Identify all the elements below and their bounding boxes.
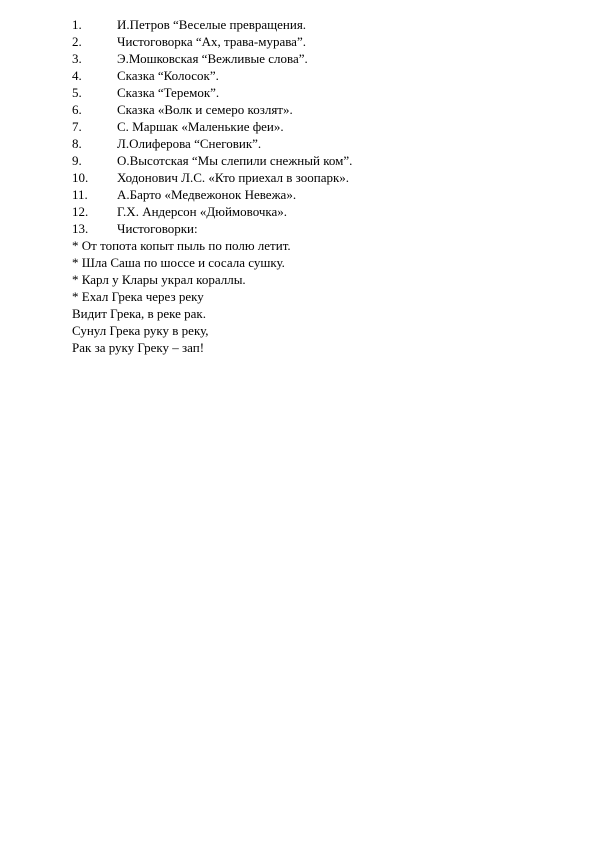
list-item xyxy=(72,84,552,101)
list-item-text: Чистоговорки: xyxy=(117,221,198,236)
list-item xyxy=(72,33,552,50)
list-item-number: 4. xyxy=(72,68,82,83)
list-item xyxy=(72,152,552,169)
list-item-number: 1. xyxy=(72,17,82,32)
list-item-text: Л.Олиферова “Снеговик”. xyxy=(117,136,262,151)
list-item-text: Сказка “Колосок”. xyxy=(117,68,219,83)
tongue-twister-line: * Ехал Грека через реку xyxy=(72,289,204,304)
list-item-text: А.Барто «Медвежонок Невежа». xyxy=(117,187,297,202)
list-item-number: 11. xyxy=(72,187,88,202)
list-item-text: С. Маршак «Маленькие феи». xyxy=(117,119,284,134)
list-item-number: 13. xyxy=(72,221,89,236)
list-item-number: 12. xyxy=(72,204,89,219)
list-item-text: Сказка «Волк и семеро козлят». xyxy=(117,102,293,117)
list-item-text: И.Петров “Веселые превращения. xyxy=(117,17,307,32)
list-item-number: 5. xyxy=(72,85,82,100)
list-item xyxy=(72,50,552,67)
list-item xyxy=(72,118,552,135)
list-item xyxy=(72,67,552,84)
tongue-twister-line: * Карл у Клары украл кораллы. xyxy=(72,272,246,287)
list-item xyxy=(72,135,552,152)
tongue-twister-line: * Шла Саша по шоссе и сосала сушку. xyxy=(72,255,285,270)
list-item-text: О.Высотская “Мы слепили снежный ком”. xyxy=(117,153,353,168)
list-item xyxy=(72,16,552,33)
tongue-twister-line: Видит Грека, в реке рак. xyxy=(72,306,206,321)
list-item-number: 6. xyxy=(72,102,82,117)
list-item-text: Ходонович Л.С. «Кто приехал в зоопарк». xyxy=(117,170,350,185)
list-item-number: 2. xyxy=(72,34,82,49)
list-item xyxy=(72,186,552,203)
tongue-twister-line: Сунул Грека руку в реку, xyxy=(72,323,209,338)
list-item-number: 10. xyxy=(72,170,89,185)
list-item-text: Сказка “Теремок”. xyxy=(117,85,220,100)
list-item-text: Чистоговорка “Ах, трава-мурава”. xyxy=(117,34,306,49)
document-content xyxy=(72,16,552,356)
list-item xyxy=(72,169,552,186)
tongue-twister-line: Рак за руку Греку – зап! xyxy=(72,340,205,355)
list-item-number: 8. xyxy=(72,136,82,151)
list-item xyxy=(72,101,552,118)
list-item-number: 7. xyxy=(72,119,82,134)
list-item-number: 9. xyxy=(72,153,82,168)
list-item xyxy=(72,203,552,220)
list-item-text: Э.Мошковская “Вежливые слова”. xyxy=(117,51,308,66)
tongue-twister-line: * От топота копыт пыль по полю летит. xyxy=(72,238,291,253)
list-item-number: 3. xyxy=(72,51,82,66)
list-item-text: Г.Х. Андерсон «Дюймовочка». xyxy=(117,204,288,219)
list-item xyxy=(72,220,552,237)
